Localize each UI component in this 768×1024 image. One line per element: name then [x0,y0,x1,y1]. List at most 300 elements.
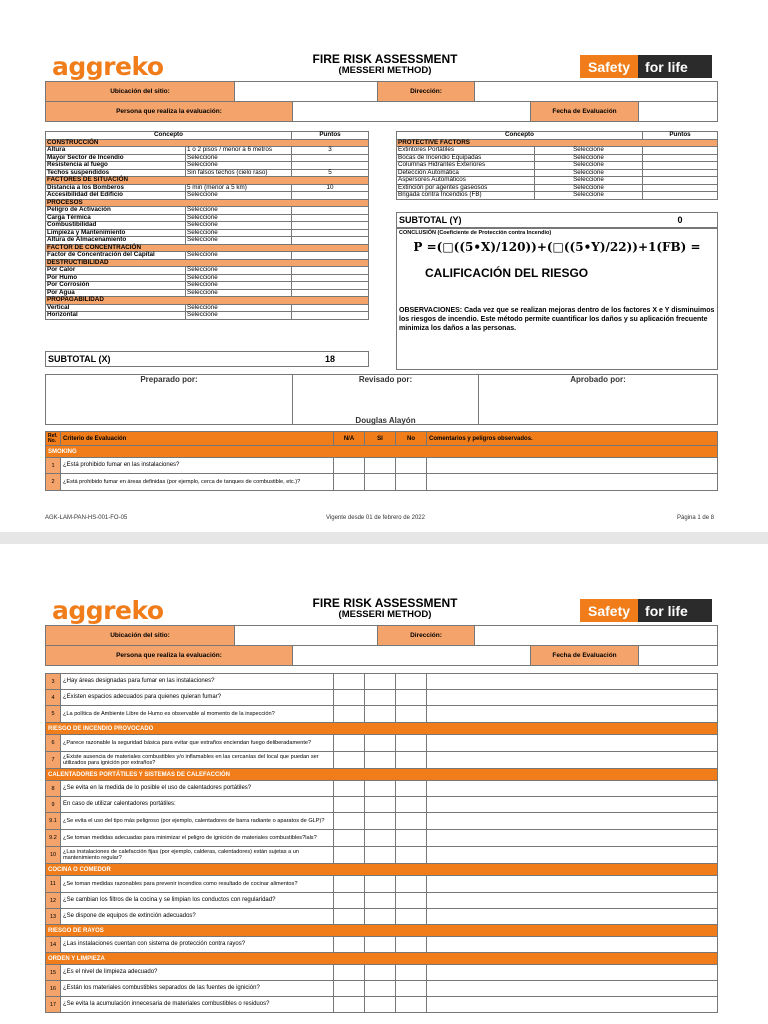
x-factor-points [292,222,369,230]
y-factor-select[interactable]: Seleccione [535,177,643,185]
y-factor-label: Aspersores Automáticos [397,177,535,185]
date-field[interactable] [639,102,718,122]
y-factor-row [397,147,718,155]
item-number: 6 [46,735,61,752]
x-factor-points [292,214,369,222]
x-category-row [46,177,369,185]
checklist-item-row [46,674,718,690]
x-factor-row [46,162,369,170]
conclusion-box [396,228,718,370]
reviewer-name: Douglas Alayón [355,416,416,425]
na-checkbox[interactable] [334,735,365,752]
approved-by[interactable] [479,375,718,425]
si-checkbox[interactable] [365,997,396,1013]
item-number: 9 [46,797,61,813]
checklist-header [46,432,718,446]
y-factor-row [397,192,718,200]
si-checkbox[interactable] [365,965,396,981]
signatures-table [45,374,718,425]
no-checkbox[interactable] [396,781,427,797]
x-factor-label: Techos suspendidos [46,169,186,177]
subtotal-x-value: 18 [324,354,335,364]
title-text: FIRE RISK ASSESSMENT [312,52,458,66]
si-checkbox[interactable] [365,893,396,909]
y-factor-select[interactable]: Seleccione [535,162,643,170]
si-checkbox[interactable] [365,876,396,893]
x-category: FACTORES DE SITUACIÓN [46,177,369,185]
no-checkbox[interactable] [396,474,427,491]
x-factor-row [46,312,369,320]
x-factor-points [292,192,369,200]
address-field-2[interactable] [475,626,718,646]
col-criteria: Criterio de Evaluación [61,432,334,446]
x-factor-row [46,252,369,260]
reviewed-by[interactable] [293,375,479,425]
y-factor-points [643,177,718,185]
y-factor-label: Brigada contra Incendios (FB) [397,192,535,200]
na-checkbox[interactable] [334,937,365,953]
x-category-row [46,297,369,305]
comments-field[interactable] [427,937,718,953]
x-factor-select[interactable]: Seleccione [186,229,292,237]
si-checkbox[interactable] [365,847,396,864]
item-number: 12 [46,893,61,909]
x-factor-label: Carga Térmica [46,214,186,222]
item-number: 11 [46,876,61,893]
prepared-by[interactable] [46,375,293,425]
checklist-item-row [46,830,718,847]
document-title [270,53,500,77]
site-info-table-2 [45,625,718,646]
date-label: Fecha de Evaluación [531,102,639,122]
na-checkbox[interactable] [334,909,365,925]
col-si: SI [365,432,396,446]
na-checkbox[interactable] [334,690,365,706]
na-checkbox[interactable] [334,813,365,830]
col-na: N/A [334,432,365,446]
item-criteria: En caso de utilizar calentadores portátiles: [61,797,334,813]
si-checkbox[interactable] [365,752,396,769]
checklist-item-row [46,876,718,893]
y-factor-label: Extintores Portátiles [397,147,535,155]
site-info-table [45,81,718,102]
x-factor-select[interactable]: Seleccione [186,304,292,312]
item-criteria: ¿Existe ausencia de materiales combustibles y/o inflamables en las cercanías del local que puedan ser utilizados para ignición por extraños? [61,752,334,769]
assessor-field[interactable] [293,102,531,122]
badge-safety: Safety [588,58,631,75]
si-checkbox[interactable] [365,781,396,797]
assessor-info-table [45,101,718,122]
na-checkbox[interactable] [334,752,365,769]
y-factor-points [643,184,718,192]
y-factor-row [397,177,718,185]
x-factor-select[interactable]: Seleccione [186,237,292,245]
y-factor-points [643,169,718,177]
na-checkbox[interactable] [334,876,365,893]
x-factor-points [292,229,369,237]
checklist-item-row [46,797,718,813]
reviewed-label: Revisado por: [358,375,413,384]
subtotal-y-value: 0 [677,215,683,225]
x-factor-label: Peligro de Activación [46,207,186,215]
no-checkbox[interactable] [396,458,427,474]
observations-text: OBSERVACIONES: Cada vez que se realizan mejoras dentro de los factores X e Y disminuimos los riesgos de incendio. Este método permite cuantificar los daños y su aplicación frecuente minimiza los daños a las personas. [399,307,715,332]
assessor-field-2[interactable] [293,646,531,666]
x-category: PROPAGABILIDAD [46,297,369,305]
checklist-table-page2 [45,673,718,1013]
no-checkbox[interactable] [396,690,427,706]
x-factor-points [292,252,369,260]
comments-field[interactable] [427,674,718,690]
item-number: 10 [46,847,61,864]
x-category: FACTOR DE CONCENTRACIÓN [46,244,369,252]
x-factor-label: Factor de Concentración del Capital [46,252,186,260]
checklist-section: CALENTADORES PORTÁTILES Y SISTEMAS DE CALEFACCIÓN [46,769,718,781]
approved-label: Aprobado por: [570,375,626,384]
x-factor-select[interactable]: Seleccione [186,274,292,282]
x-factor-row [46,237,369,245]
no-checkbox[interactable] [396,706,427,723]
x-factor-select[interactable]: Seleccione [186,267,292,275]
si-checkbox[interactable] [365,830,396,847]
x-factor-row [46,282,369,290]
checklist-item-row [46,458,718,474]
page-2 [0,544,768,1024]
item-criteria: ¿Se evita el uso del tipo más peligroso (por ejemplo, calentadores de barra radiante o aparatos de GLP)? [61,813,334,830]
x-factor-points [292,162,369,170]
y-factor-points [643,154,718,162]
x-factor-label: Accesibilidad del Edificio [46,192,186,200]
x-factor-points [292,274,369,282]
x-factor-select[interactable]: Seleccione [186,214,292,222]
item-number: 13 [46,909,61,925]
si-checkbox[interactable] [365,981,396,997]
conclusion-label: CONCLUSIÓN (Coeficiente de Protección contra Incendio) [399,230,552,236]
y-factor-label: Columnas Hidrantes Exteriores [397,162,535,170]
item-number: 15 [46,965,61,981]
y-factor-points [643,147,718,155]
address-field[interactable] [475,82,718,102]
y-factor-select[interactable]: Seleccione [535,192,643,200]
x-category: PROCESOS [46,199,369,207]
y-factor-row [397,162,718,170]
subtitle-text: (MESSERI METHOD) [338,65,432,76]
prepared-label: Preparado por: [140,375,198,384]
address-label-2: Dirección: [378,626,475,646]
item-criteria: ¿Es el nivel de limpieza adecuado? [61,965,334,981]
x-factor-row [46,222,369,230]
x-factor-select[interactable]: Seleccione [186,162,292,170]
checklist-section: RIESGO DE RAYOS [46,925,718,937]
no-checkbox[interactable] [396,830,427,847]
y-factor-label: Extinción por agentes gaseosos [397,184,535,192]
footer-page: Página 1 de 8 [677,515,715,521]
comments-field[interactable] [427,797,718,813]
x-header-row [46,132,369,140]
comments-field[interactable] [427,474,718,491]
na-checkbox[interactable] [334,893,365,909]
no-checkbox[interactable] [396,893,427,909]
item-criteria: ¿Se dispone de equipos de extinción adecuados? [61,909,334,925]
comments-field[interactable] [427,752,718,769]
document-title-2 [270,597,500,621]
y-factor-select[interactable]: Seleccione [535,184,643,192]
comments-field[interactable] [427,813,718,830]
safety-for-life-badge [580,55,712,78]
x-factor-label: Altura de Almacenamiento [46,237,186,245]
protection-formula: P =(□((5•X)/120))+(□((5•Y)/22))+1(FB) = [413,240,701,254]
aggreko-logo: aggreko [52,52,164,81]
x-factor-label: Por Calor [46,267,186,275]
no-checkbox[interactable] [396,937,427,953]
comments-field[interactable] [427,735,718,752]
no-checkbox[interactable] [396,847,427,864]
checklist-section: RIESGO DE INCENDIO PROVOCADO [46,723,718,735]
y-factor-points [643,192,718,200]
checklist-item-row [46,965,718,981]
x-factor-label: Combustibilidad [46,222,186,230]
site-field-2[interactable] [235,626,378,646]
item-criteria: ¿Se toman medidas razonables para prevenir incendios como resultado de cocinar alimentos? [61,876,334,893]
item-criteria: ¿Está prohibido fumar en áreas definidas (por ejemplo, cerca de tanques de combustible, etc.)? [61,474,334,491]
checklist-item-row [46,474,718,491]
site-label: Ubicación del sitio: [46,82,235,102]
y-factor-label: Bocas de Incendio Equipadas [397,154,535,162]
comments-field[interactable] [427,781,718,797]
no-checkbox[interactable] [396,876,427,893]
item-number: 4 [46,690,61,706]
badge-life: for life [638,55,712,78]
checklist-item-row [46,735,718,752]
y-factor-select[interactable]: Seleccione [535,154,643,162]
x-factor-points [292,312,369,320]
x-factor-select[interactable]: Seleccione [186,252,292,260]
checklist-item-row [46,847,718,864]
x-factor-points [292,237,369,245]
si-checkbox[interactable] [365,674,396,690]
x-factor-label: Por Corrosión [46,282,186,290]
x-factor-select[interactable]: Seleccione [186,192,292,200]
checklist-section-row [46,723,718,735]
checklist-item-row [46,781,718,797]
x-factor-select[interactable]: Seleccione [186,207,292,215]
y-factor-label: Detección Automática [397,169,535,177]
safety-for-life-badge-2 [580,599,712,622]
badge-life-2: for life [638,599,712,622]
item-criteria: ¿Está prohibido fumar en las instalaciones? [61,458,334,474]
no-checkbox[interactable] [396,735,427,752]
na-checkbox[interactable] [334,458,365,474]
assessor-label-2: Persona que realiza la evaluación: [46,646,293,666]
x-factor-select[interactable]: Seleccione [186,222,292,230]
comments-field[interactable] [427,876,718,893]
risk-rating-label: CALIFICACIÓN DEL RIESGO [425,266,589,280]
checklist-section-row [46,769,718,781]
item-number: 1 [46,458,61,474]
si-checkbox[interactable] [365,813,396,830]
x-factor-points: 3 [292,147,369,155]
comments-field[interactable] [427,893,718,909]
checklist-item-row [46,997,718,1013]
assessor-info-table-2 [45,645,718,666]
checklist-section-row [46,446,718,458]
no-checkbox[interactable] [396,909,427,925]
na-checkbox[interactable] [334,981,365,997]
na-checkbox[interactable] [334,847,365,864]
na-checkbox[interactable] [334,997,365,1013]
col-no: No [396,432,427,446]
no-checkbox[interactable] [396,965,427,981]
x-factor-points: 10 [292,184,369,192]
x-factor-label: Horizontal [46,312,186,320]
checklist-section: SMOKING [46,446,718,458]
no-checkbox[interactable] [396,674,427,690]
item-number: 7 [46,752,61,769]
x-factor-label: Vertical [46,304,186,312]
item-criteria: ¿Se toman medidas adecuadas para minimizar el peligro de ignición de materiales combustibles?lals? [61,830,334,847]
checklist-table-page1 [45,431,718,491]
checklist-item-row [46,893,718,909]
no-checkbox[interactable] [396,997,427,1013]
item-number: 16 [46,981,61,997]
item-number: 8 [46,781,61,797]
assessor-label: Persona que realiza la evaluación: [46,102,293,122]
si-checkbox[interactable] [365,474,396,491]
item-criteria: ¿La política de Ambiente Libre de Humo es observable al momento de la inspección? [61,706,334,723]
checklist-section-row [46,953,718,965]
item-number: 3 [46,674,61,690]
footer-code: AGK-LAM-PAN-HS-001-FO-05 [45,515,128,521]
x-factor-select[interactable]: Seleccione [186,312,292,320]
no-checkbox[interactable] [396,797,427,813]
si-checkbox[interactable] [365,706,396,723]
checklist-item-row [46,752,718,769]
x-col-points: Puntos [292,132,369,140]
no-checkbox[interactable] [396,813,427,830]
item-criteria: ¿Se evita la acumulación innecesaria de materiales combustibles o residuos? [61,997,334,1013]
item-criteria: ¿Parece razonable la seguridad básica para evitar que extraños enciendan fuego deliberadamente? [61,735,334,752]
x-factor-points [292,267,369,275]
checklist-section-row [46,925,718,937]
subtitle-text-2: (MESSERI METHOD) [338,609,432,620]
x-factor-select[interactable]: Seleccione [186,154,292,162]
y-col-points: Puntos [643,132,718,140]
si-checkbox[interactable] [365,458,396,474]
item-number: 5 [46,706,61,723]
comments-field[interactable] [427,458,718,474]
na-checkbox[interactable] [334,965,365,981]
si-checkbox[interactable] [365,690,396,706]
site-field[interactable] [235,82,378,102]
si-checkbox[interactable] [365,909,396,925]
x-factor-label: Mayor Sector de Incendio [46,154,186,162]
checklist-item-row [46,690,718,706]
x-factor-select[interactable]: Sin falsos techos (cielo raso) [186,169,292,177]
item-criteria: ¿Están los materiales combustibles separados de las fuentes de ignición? [61,981,334,997]
date-label-2: Fecha de Evaluación [531,646,639,666]
checklist-item-row [46,909,718,925]
x-factor-select[interactable]: Seleccione [186,289,292,297]
comments-field[interactable] [427,997,718,1013]
x-factor-label: Limpieza y Mantenimiento [46,229,186,237]
x-factor-row [46,192,369,200]
comments-field[interactable] [427,706,718,723]
checklist-section-row [46,864,718,876]
na-checkbox[interactable] [334,674,365,690]
x-factor-points [292,304,369,312]
item-criteria: ¿Existen espacios adecuados para quienes quieran fumar? [61,690,334,706]
si-checkbox[interactable] [365,735,396,752]
x-factor-points [292,289,369,297]
x-factor-row [46,267,369,275]
x-factor-label: Resistencia al fuego [46,162,186,170]
y-factors-table [396,131,718,200]
comments-field[interactable] [427,690,718,706]
x-factor-label: Por Agua [46,289,186,297]
comments-field[interactable] [427,965,718,981]
badge-safety-2: Safety [588,602,631,619]
x-factor-label: Distancia a los Bomberos [46,184,186,192]
y-factor-select[interactable]: Seleccione [535,147,643,155]
comments-field[interactable] [427,847,718,864]
y-category: PROTECTIVE FACTORS [397,139,718,147]
x-factor-label: Altura [46,147,186,155]
subtotal-x-label: SUBTOTAL (X) [48,354,111,364]
checklist-item-row [46,937,718,953]
subtotal-y-row [396,212,718,228]
x-category: CONSTRUCCIÓN [46,139,369,147]
date-field-2[interactable] [639,646,718,666]
x-factor-select[interactable]: Seleccione [186,282,292,290]
si-checkbox[interactable] [365,797,396,813]
checklist-section: ORDEN Y LIMPIEZA [46,953,718,965]
si-checkbox[interactable] [365,937,396,953]
na-checkbox[interactable] [334,781,365,797]
item-criteria: ¿Las instalaciones de calefacción fijas (por ejemplo, calderas, calentadores) están sujetas a un mantenimiento regular? [61,847,334,864]
checklist-section: COCINA O COMEDOR [46,864,718,876]
item-criteria: ¿Se cambian los filtros de la cocina y se limpian los conductos con regularidad? [61,893,334,909]
no-checkbox[interactable] [396,752,427,769]
x-category: DESTRUCTIBILIDAD [46,259,369,267]
comments-field[interactable] [427,830,718,847]
address-label: Dirección: [378,82,475,102]
x-factor-select[interactable]: 1 o 2 pisos / menor a 6 metros [186,147,292,155]
aggreko-logo-2: aggreko [52,596,164,625]
x-col-concept: Concepto [46,132,292,140]
na-checkbox[interactable] [334,797,365,813]
na-checkbox[interactable] [334,830,365,847]
title-text-2: FIRE RISK ASSESSMENT [312,596,458,610]
na-checkbox[interactable] [334,474,365,491]
subtotal-y-label: SUBTOTAL (Y) [399,215,462,225]
item-number: 17 [46,997,61,1013]
item-criteria: ¿Se evita en la medida de lo posible el uso de calentadores portátiles? [61,781,334,797]
na-checkbox[interactable] [334,706,365,723]
y-factor-select[interactable]: Seleccione [535,169,643,177]
item-number: 14 [46,937,61,953]
x-factor-points [292,207,369,215]
y-col-concept: Concepto [397,132,643,140]
subtotal-x-row [45,351,369,367]
comments-field[interactable] [427,981,718,997]
y-factor-points [643,162,718,170]
x-factor-points: 5 [292,169,369,177]
comments-field[interactable] [427,909,718,925]
x-factor-select[interactable]: 5 min (menor a 5 km) [186,184,292,192]
item-number: 9.2 [46,830,61,847]
no-checkbox[interactable] [396,981,427,997]
x-factors-table [45,131,369,320]
